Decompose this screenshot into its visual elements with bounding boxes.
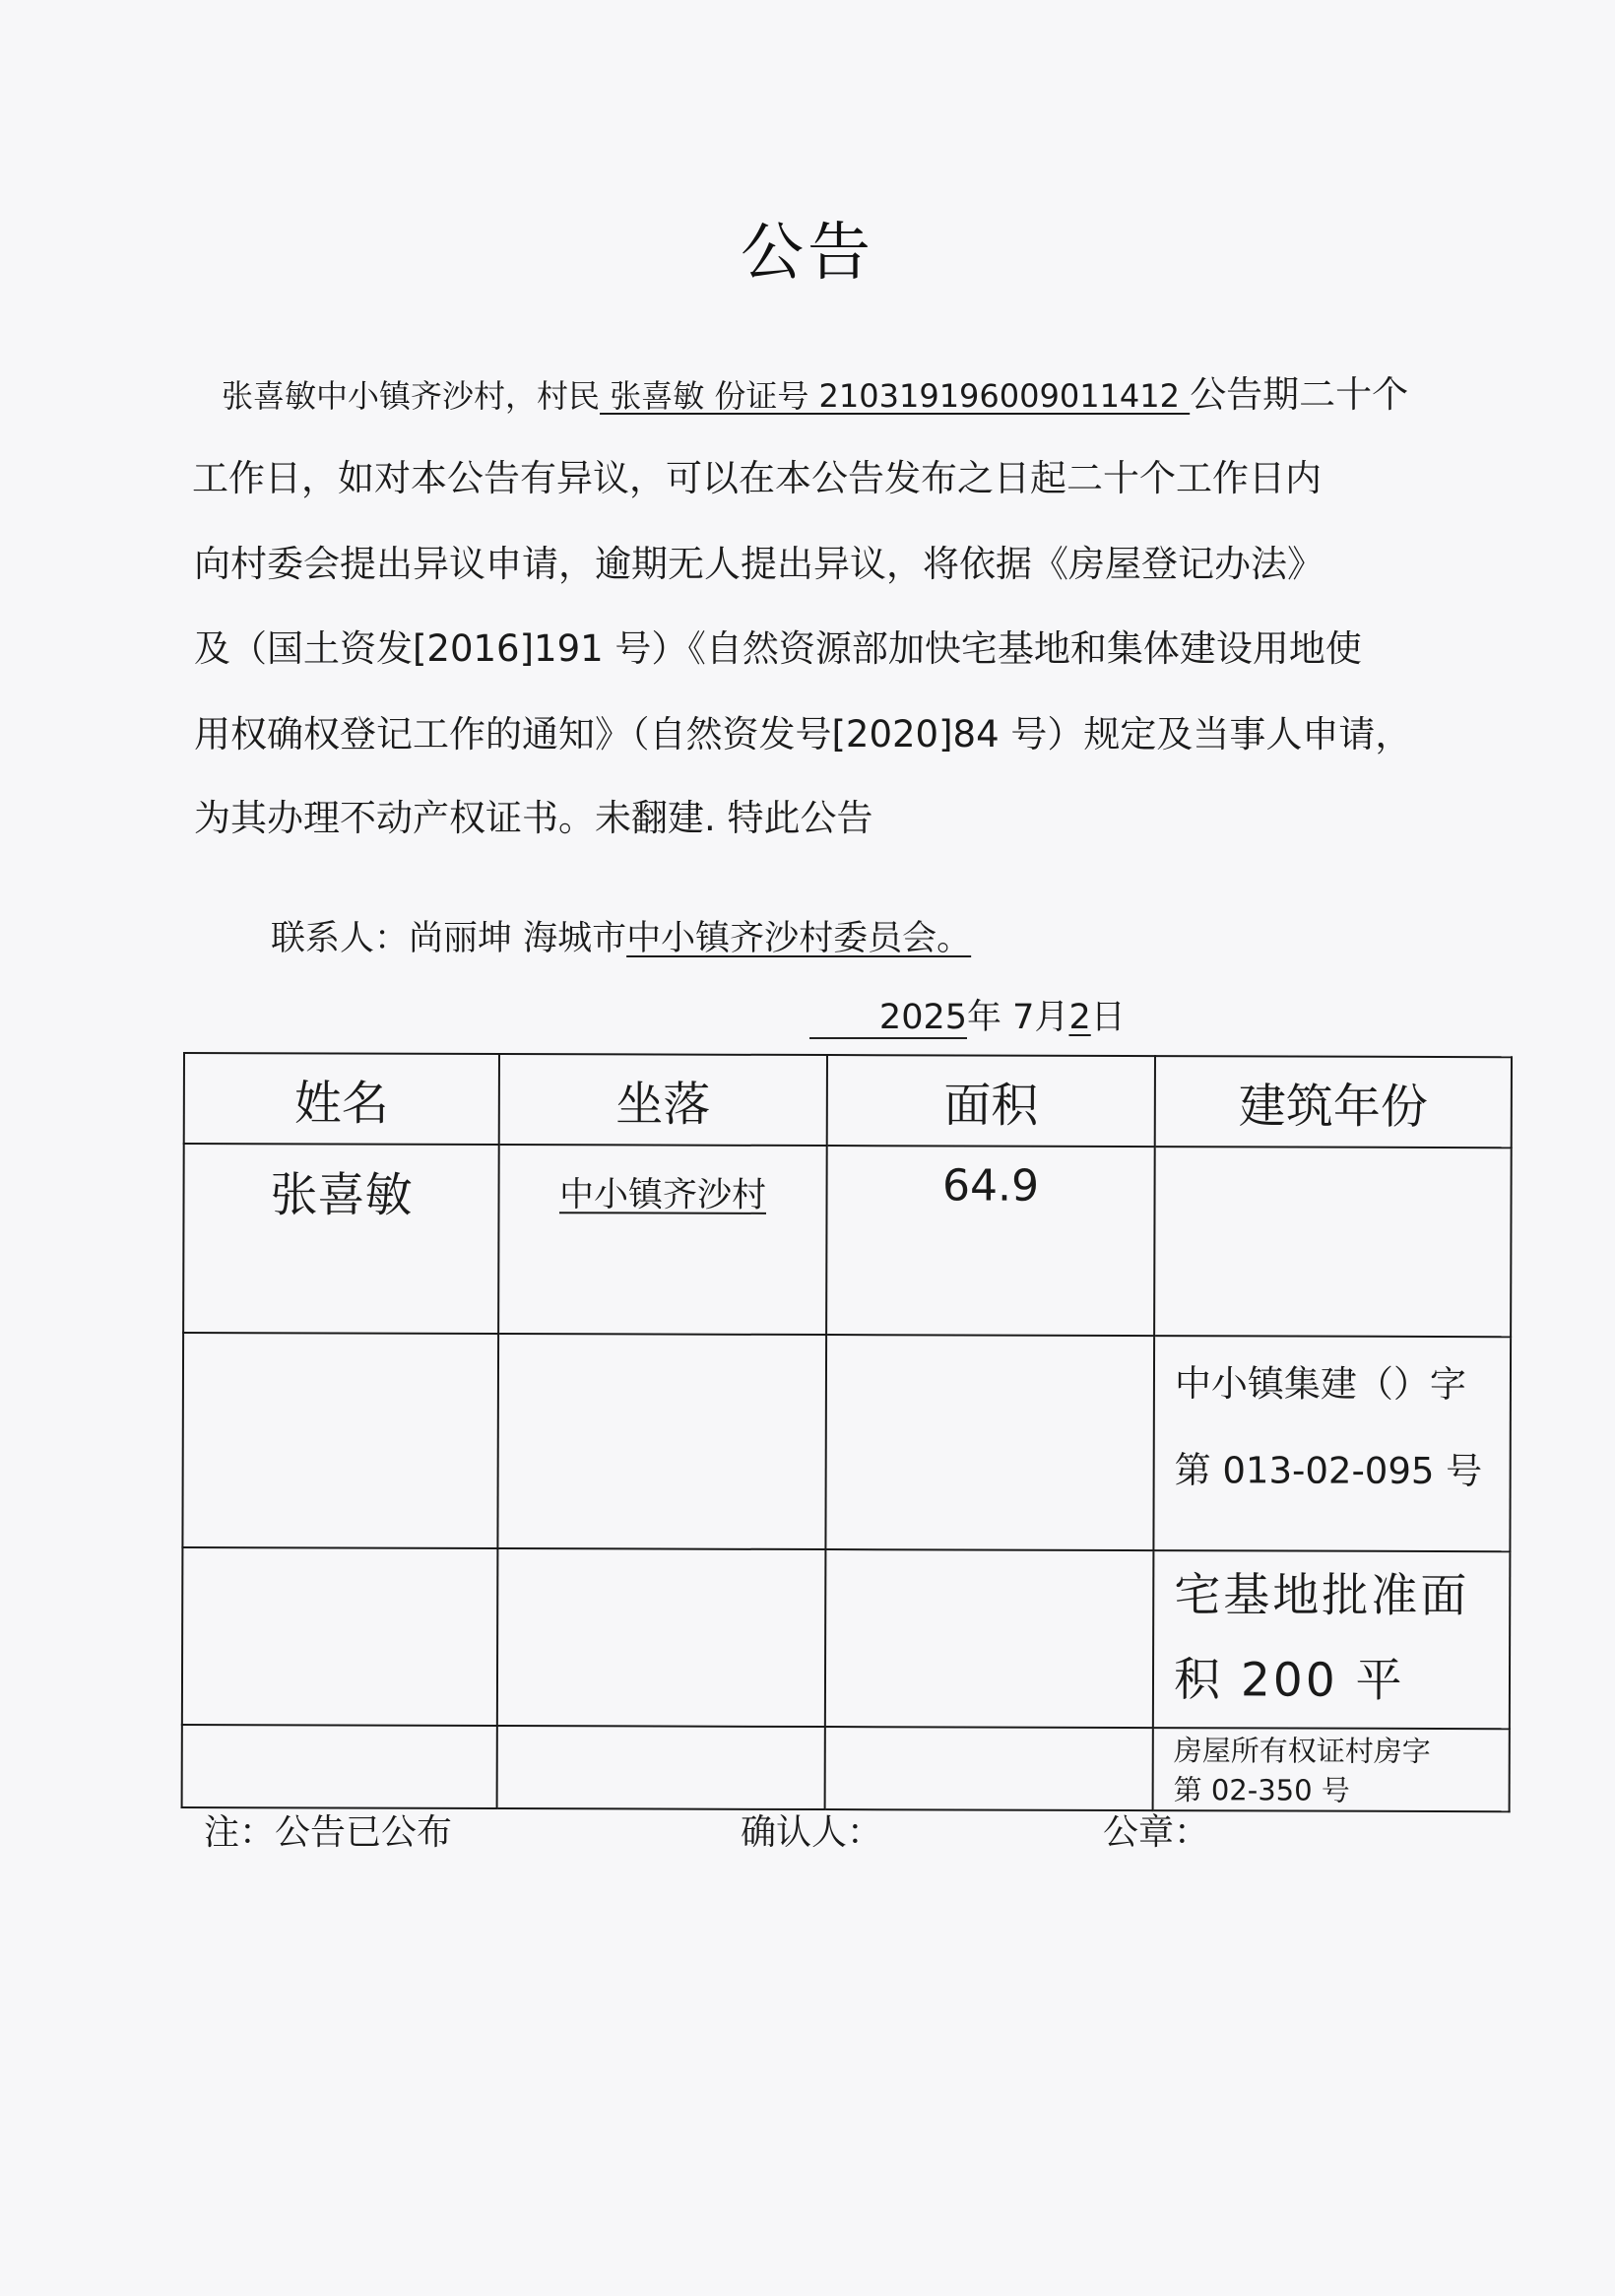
- cell-empty: [497, 1548, 826, 1727]
- date-day-unit: 日: [1090, 998, 1126, 1037]
- date-month: 7: [1012, 998, 1035, 1037]
- footer-seal: 公章：: [1103, 1812, 1210, 1853]
- body-line-2: 工作日，如对本公告有异议，可以在本公告发布之日起二十个工作日内: [192, 457, 1322, 499]
- footer-confirmer: 确认人：: [741, 1812, 883, 1853]
- cell-empty: [182, 1547, 498, 1726]
- header-location: 坐落: [499, 1054, 827, 1146]
- page-title: 公告: [741, 217, 874, 290]
- cell-empty: [825, 1727, 1153, 1810]
- cell-empty: [182, 1725, 497, 1808]
- cell-name: 张喜敏: [183, 1144, 499, 1334]
- cell-permit-note: [1153, 1336, 1511, 1551]
- body-line-4: 及（国土资发[2016]191 号）《自然资源部加快宅基地和集体建设用地使: [194, 627, 1362, 670]
- villager-id-blank: 张喜敏 份证号 210319196009011412: [600, 377, 1191, 415]
- footer-note: 注：公告已公布: [204, 1812, 453, 1853]
- cell-empty: [182, 1333, 498, 1548]
- cell-house-cert-note: [1153, 1728, 1510, 1811]
- homestead-note-line-2: 积 200 平: [1173, 1653, 1405, 1708]
- house-cert-line-1: 房屋所有权证村房字: [1173, 1734, 1431, 1768]
- cell-empty: [497, 1726, 825, 1809]
- table-row: [182, 1725, 1510, 1811]
- date-year-unit: 年: [967, 998, 1002, 1037]
- body-line-6: 为其办理不动产权证书。未翻建. 特此公告: [194, 797, 873, 839]
- table-row: [182, 1333, 1511, 1551]
- permit-note-line-1: 中小镇集建（）字: [1174, 1362, 1467, 1407]
- cell-empty: [825, 1335, 1154, 1550]
- cell-empty: [825, 1549, 1154, 1728]
- contact-prefix: 联系人：尚丽坤 海城市: [271, 919, 627, 958]
- cell-area: 64.9: [826, 1146, 1155, 1336]
- permit-note-line-2: 第 013-02-095 号: [1174, 1449, 1483, 1493]
- header-name: 姓名: [184, 1053, 499, 1145]
- table-header-row: [184, 1053, 1512, 1148]
- body-line-3: 向村委会提出异议申请，逾期无人提出异议，将依据《房屋登记办法》: [194, 543, 1324, 585]
- body-line-1-prefix: 张喜敏中小镇齐沙村，村民: [222, 377, 601, 415]
- body-line-1: [222, 364, 1408, 418]
- table-row: [183, 1144, 1512, 1337]
- contact-line: [271, 911, 971, 960]
- cell-build-year: [1154, 1147, 1512, 1337]
- cell-location: [498, 1145, 827, 1335]
- house-cert-line-2: 第 02-350 号: [1173, 1773, 1350, 1807]
- header-build-year: 建筑年份: [1155, 1056, 1512, 1148]
- homestead-note-line-1: 宅基地批准面: [1174, 1568, 1470, 1624]
- table-row: [182, 1547, 1511, 1729]
- body-line-1-suffix: 公告期二十个: [1190, 373, 1409, 416]
- cell-empty: [497, 1334, 826, 1549]
- contact-org: 中小镇齐沙村委员会。: [626, 919, 972, 958]
- cell-homestead-note: [1153, 1550, 1511, 1729]
- body-line-5: 用权确权登记工作的通知》（自然资发号[2020]84 号）规定及当事人申请，: [194, 713, 1412, 755]
- date-month-unit: 月: [1034, 998, 1069, 1037]
- date-year: 2025: [809, 998, 967, 1039]
- property-table: [181, 1052, 1513, 1812]
- notice-date: [809, 990, 1126, 1039]
- header-area: 面积: [827, 1055, 1155, 1147]
- cell-location-text: 中小镇齐沙村: [558, 1175, 767, 1215]
- date-day: 2: [1068, 998, 1091, 1037]
